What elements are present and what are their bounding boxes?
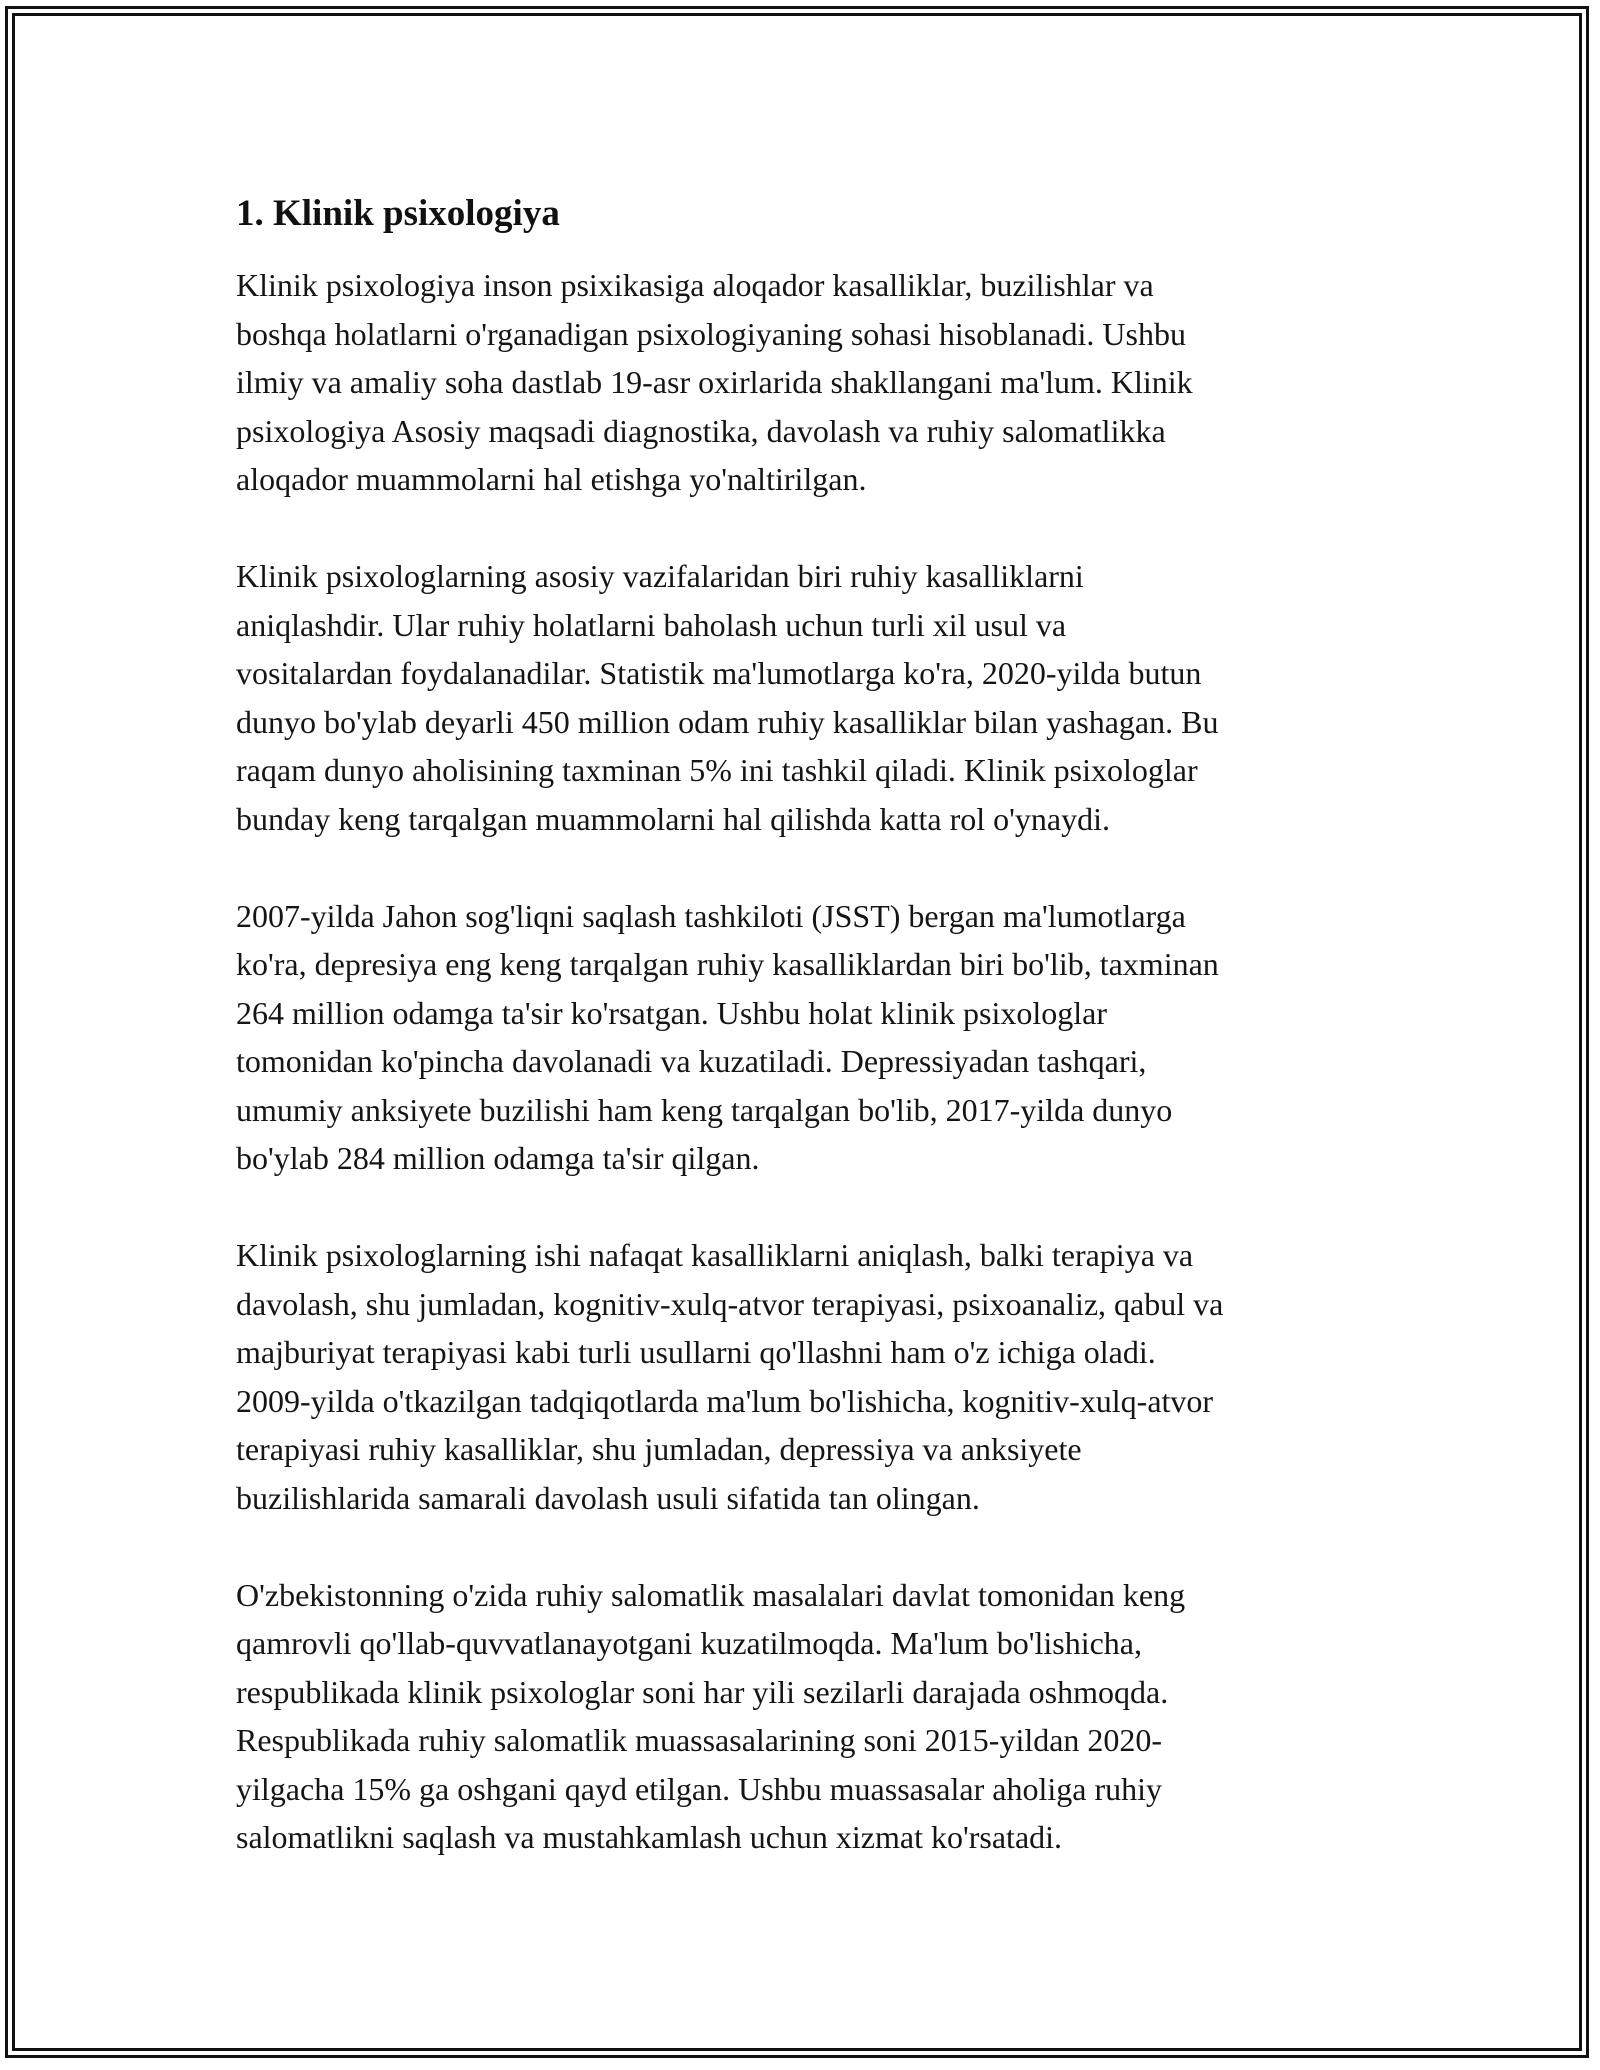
paragraph-line: psixologiya Asosiy maqsadi diagnostika, davolash va ruhiy salomatlikka bbox=[236, 412, 1166, 449]
paragraph-line: umumiy anksiyete buzilishi ham keng tarqalgan bo'lib, 2017-yilda dunyo bbox=[236, 1091, 1173, 1128]
paragraph-line: ko'ra, depresiya eng keng tarqalgan ruhiy kasalliklardan biri bo'lib, taxminan bbox=[236, 946, 1219, 982]
paragraph-line: Klinik psixologiya inson psixikasiga aloqador kasalliklar, buzilishlar va bbox=[236, 267, 1154, 303]
paragraph-line: bunday keng tarqalgan muammolarni hal qilishda katta rol o'ynaydi. bbox=[236, 800, 1110, 837]
paragraph-line: Klinik psixologlarning asosiy vazifalaridan biri ruhiy kasalliklarni bbox=[236, 558, 1084, 594]
paragraph-2 bbox=[236, 552, 1386, 843]
paragraph-line: qamrovli qo'llab-quvvatlanayotgani kuzatilmoqda. Ma'lum bo'lishicha, bbox=[236, 1625, 1142, 1661]
paragraph-line: Klinik psixologlarning ishi nafaqat kasalliklarni aniqlash, balki terapiya va bbox=[236, 1237, 1194, 1273]
paragraph-line: yilgacha 15% ga oshgani qayd etilgan. Ushbu muassasalar aholiga ruhiy bbox=[236, 1770, 1162, 1807]
paragraph-line: bo'ylab 284 million odamga ta'sir qilgan. bbox=[236, 1140, 760, 1176]
paragraph-line: aloqador muammolarni hal etishga yo'naltirilgan. bbox=[236, 461, 867, 497]
paragraph-line: 2009-yilda o'tkazilgan tadqiqotlarda ma'lum bo'lishicha, kognitiv-xulq-atvor bbox=[236, 1382, 1214, 1419]
paragraph-line: davolash, shu jumladan, kognitiv-xulq-atvor terapiyasi, psixoanaliz, qabul va bbox=[236, 1285, 1224, 1322]
page-title: 1. Klinik psixologiya bbox=[236, 193, 560, 234]
paragraph-line: respublikada klinik psixologlar soni har yili sezilarli darajada oshmoqda. bbox=[236, 1673, 1169, 1710]
paragraph-line: salomatlikni saqlash va mustahkamlash uchun xizmat ko'rsatadi. bbox=[236, 1819, 1063, 1855]
paragraph-line: ilmiy va amaliy soha dastlab 19-asr oxirlarida shakllangani ma'lum. Klinik bbox=[236, 364, 1193, 400]
paragraph-3 bbox=[236, 892, 1386, 1183]
paragraph-line: 264 million odamga ta'sir ko'rsatgan. Ushbu holat klinik psixologlar bbox=[236, 994, 1107, 1031]
paragraph-line: raqam dunyo aholisining taxminan 5% ini tashkil qiladi. Klinik psixologlar bbox=[236, 752, 1198, 788]
paragraph-line: terapiyasi ruhiy kasalliklar, shu jumladan, depressiya va anksiyete bbox=[236, 1431, 1082, 1467]
paragraph-line: buzilishlarida samarali davolash usuli sifatida tan olingan. bbox=[236, 1479, 980, 1516]
paragraph-5 bbox=[236, 1571, 1386, 1862]
paragraph-line: boshqa holatlarni o'rganadigan psixologiyaning sohasi hisoblanadi. Ushbu bbox=[236, 315, 1186, 352]
paragraph-line: vositalardan foydalanadilar. Statistik ma'lumotlarga ko'ra, 2020-yilda butun bbox=[236, 655, 1202, 691]
document-body bbox=[236, 183, 1386, 1910]
paragraph-line: 2007-yilda Jahon sog'liqni saqlash tashkiloti (JSST) bergan ma'lumotlarga bbox=[236, 897, 1186, 934]
paragraph-line: dunyo bo'ylab deyarli 450 million odam ruhiy kasalliklar bilan yashagan. Bu bbox=[236, 703, 1219, 740]
paragraph-line: O'zbekistonning o'zida ruhiy salomatlik masalalari davlat tomonidan keng bbox=[236, 1576, 1186, 1613]
paragraph-4 bbox=[236, 1231, 1386, 1522]
paragraph-line: tomonidan ko'pincha davolanadi va kuzatiladi. Depressiyadan tashqari, bbox=[236, 1043, 1147, 1079]
paragraph-line: aniqlashdir. Ular ruhiy holatlarni baholash uchun turli xil usul va bbox=[236, 606, 1067, 643]
paragraph-line: majburiyat terapiyasi kabi turli usullarni qo'llashni ham o'z ichiga oladi. bbox=[236, 1334, 1156, 1370]
paragraph-line: Respublikada ruhiy salomatlik muassasalarining soni 2015-yildan 2020- bbox=[236, 1722, 1163, 1758]
paragraph-1 bbox=[236, 261, 1386, 504]
